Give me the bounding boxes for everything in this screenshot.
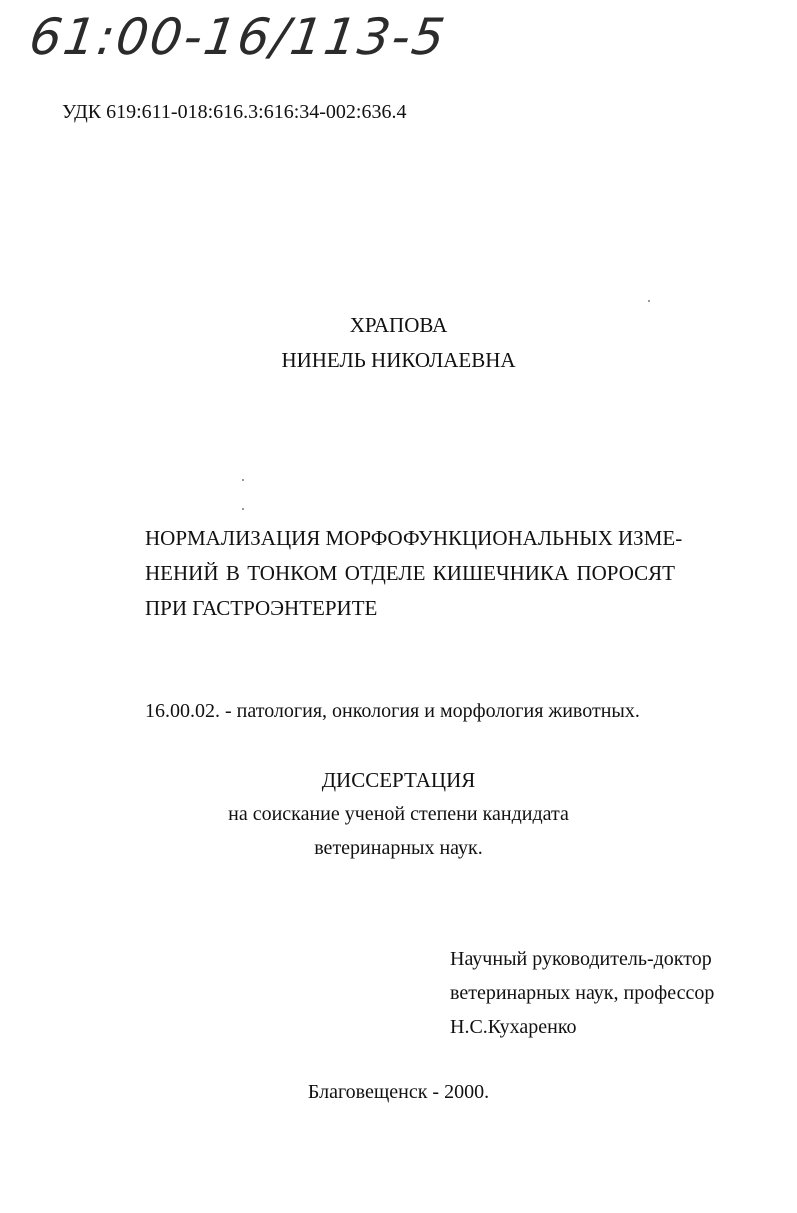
degree-line: на соискание ученой степени кандидата bbox=[228, 803, 569, 825]
author-surname: ХРАПОВА bbox=[349, 313, 448, 337]
supervisor-block bbox=[450, 942, 714, 1044]
scan-speck bbox=[242, 479, 244, 481]
speciality-code: 16.00.02. - патология, онкология и морфология животных. bbox=[145, 700, 640, 722]
author-given-names: НИНЕЛЬ НИКОЛАЕВНА bbox=[281, 348, 516, 372]
scan-speck bbox=[648, 300, 650, 302]
document-type: ДИССЕРТАЦИЯ bbox=[321, 768, 476, 792]
supervisor-line: ветеринарных наук, профессор bbox=[450, 982, 715, 1004]
degree-line: ветеринарных наук. bbox=[314, 837, 483, 859]
city-year: Благовещенск - 2000. bbox=[307, 1081, 490, 1103]
scan-speck bbox=[242, 508, 244, 510]
supervisor-line: Научный руководитель-доктор bbox=[450, 948, 712, 970]
handwritten-archive-number: 61:00-16/113-5 bbox=[25, 8, 450, 66]
udk-code: УДК 619:611-018:616.3:616:34-002:636.4 bbox=[62, 101, 407, 123]
dissertation-title bbox=[145, 521, 683, 626]
supervisor-name: Н.С.Кухаренко bbox=[450, 1016, 577, 1038]
title-line: НЕНИЙ В ТОНКОМ ОТДЕЛЕ КИШЕЧНИКА ПОРОСЯТ bbox=[145, 561, 675, 585]
title-line: НОРМАЛИЗАЦИЯ МОРФОФУНКЦИОНАЛЬНЫХ ИЗМЕ- bbox=[145, 526, 683, 550]
title-line: ПРИ ГАСТРОЭНТЕРИТЕ bbox=[145, 596, 378, 620]
